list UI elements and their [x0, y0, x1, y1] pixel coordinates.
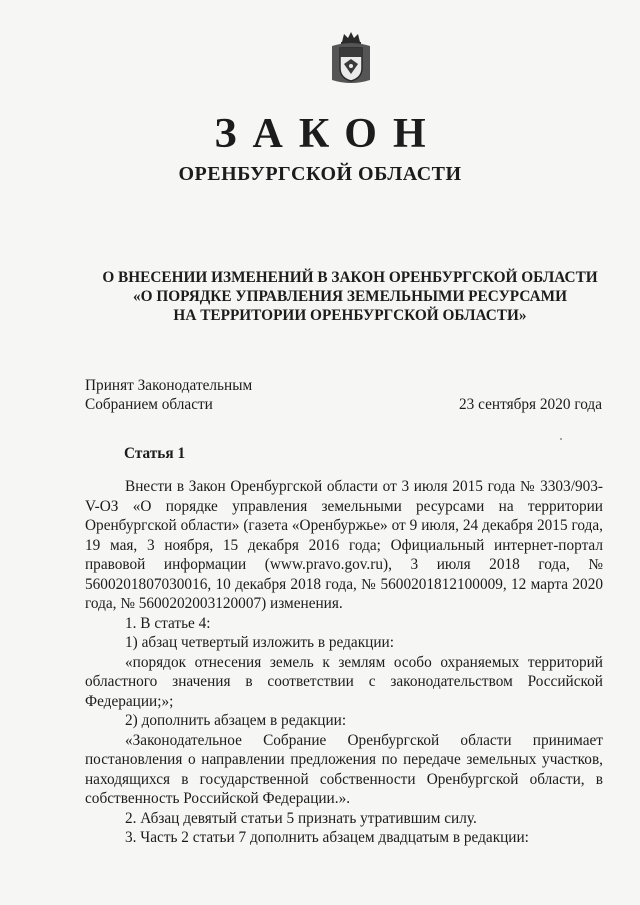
paragraph: «Законодательное Собрание Оренбургской области принимает постановления о направлении предложения по передаче земельных участков, находящихся в государственной собственности Оренбургской области, в собственность Российской Федерации.». — [85, 731, 603, 807]
paragraph: Внести в Закон Оренбургской области от 3 июля 2015 года № 3303/903-V-ОЗ «О порядке управления земельными ресурсами на территории Оренбургской области» (газета «Оренбуржье» от 9 июля, 24 декабря 2015 года, 19 мая, 3 ноября, 15 декабря 2016 года; Официальный интернет-портал правовой информации (www.pravo.gov.ru), 3 июля 2018 года, № 5600201807030016, 10 декабря 2018 года, № 5600201812100009, 12 марта 2020 года, № 5600202003120007) изменения. — [85, 478, 603, 612]
amendment-title-line: О ВНЕСЕНИИ ИЗМЕНЕНИЙ В ЗАКОН ОРЕНБУРГСКОЙ ОБЛАСТИ — [102, 269, 598, 286]
amendment-title-line: «О ПОРЯДКЕ УПРАВЛЕНИЯ ЗЕМЕЛЬНЫМИ РЕСУРСАМИ — [132, 288, 567, 305]
paragraph: 1. В статье 4: — [125, 614, 211, 632]
paragraph: 3. Часть 2 статьи 7 дополнить абзацем двадцатым в редакции: — [125, 829, 529, 846]
law-title: ЗАКОН — [214, 111, 442, 157]
paragraph: 2) дополнить абзацем в редакции: — [125, 712, 347, 729]
adoption-date: 23 сентября 2020 года — [459, 396, 602, 413]
adoption-line: Принят Законодательным — [85, 377, 253, 394]
scan-speck — [560, 438, 562, 440]
article-body — [85, 477, 603, 848]
coat-of-arms-icon — [326, 30, 376, 86]
adoption-line: Собранием области — [85, 396, 213, 413]
paragraph: 1) абзац четвертый изложить в редакции: — [125, 634, 394, 651]
amendment-title-line: НА ТЕРРИТОРИИ ОРЕНБУРГСКОЙ ОБЛАСТИ» — [173, 307, 527, 324]
paragraph: 2. Абзац девятый статьи 5 признать утратившим силу. — [125, 809, 477, 827]
paragraph: «порядок отнесения земель к землям особо охраняемых территорий областного значения в соответствии с законодательством Российской Федерации;»; — [85, 653, 603, 710]
article-heading: Статья 1 — [124, 445, 186, 462]
amendment-title — [80, 268, 620, 325]
region-title: ОРЕНБУРГСКОЙ ОБЛАСТИ — [178, 163, 462, 185]
adoption-info — [85, 376, 252, 414]
